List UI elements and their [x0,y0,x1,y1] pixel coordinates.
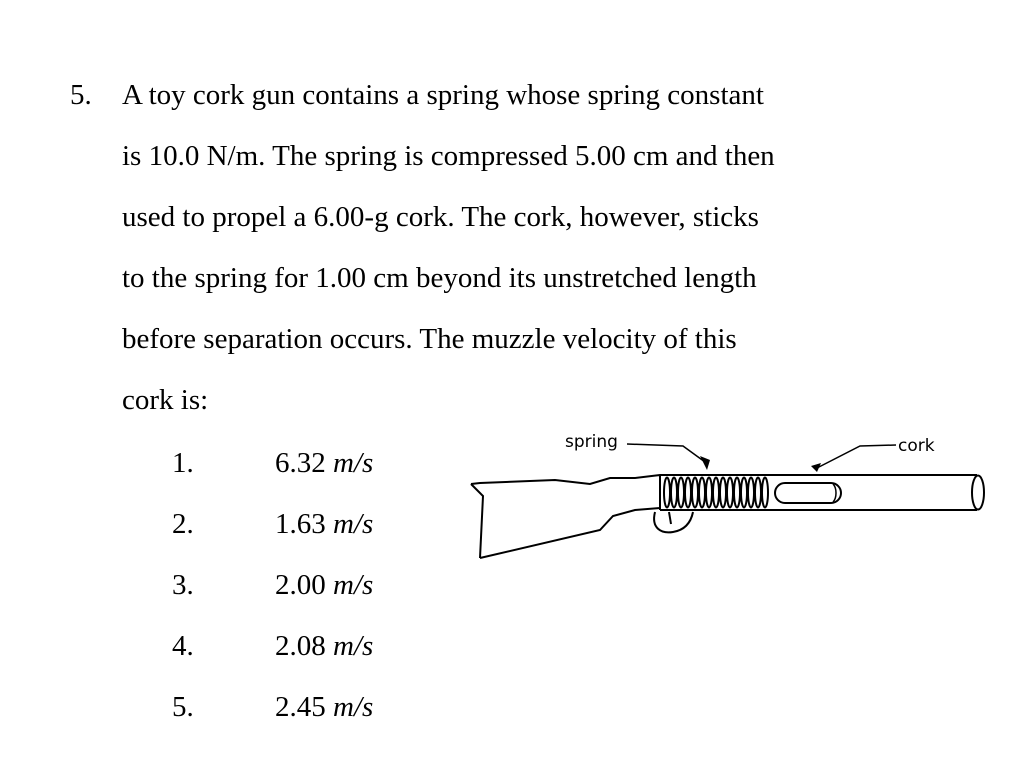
choice-unit: m/s [333,630,374,662]
question-text-line-6: cork is: [122,384,209,416]
choice-number: 1. [172,447,194,479]
question-text-line-5: before separation occurs. The muzzle velocity of this [122,323,737,355]
choice-unit: m/s [333,447,374,479]
barrel-muzzle [972,476,984,510]
choice-value: 2.08 [275,630,326,662]
choice-unit: m/s [333,508,374,540]
question-text-line-4: to the spring for 1.00 cm beyond its unstretched length [122,262,757,294]
question-text-line-3: used to propel a 6.00-g cork. The cork, however, sticks [122,201,759,233]
cork [775,483,841,503]
answer-choice-3[interactable] [0,567,420,603]
choice-number: 5. [172,691,194,723]
answer-choice-1[interactable] [0,445,420,481]
trigger [669,512,671,524]
trigger-guard [654,512,693,532]
answer-choice-5[interactable] [0,689,420,725]
choice-value: 6.32 [275,447,326,479]
gun-stock [471,475,977,558]
choice-number: 4. [172,630,194,662]
choice-unit: m/s [333,569,374,601]
spring-label: spring [565,432,618,452]
cork-gun-figure [455,420,1000,580]
spring-arrowhead [700,456,710,470]
answer-choice-4[interactable] [0,628,420,664]
choice-number: 3. [172,569,194,601]
spring-coils [664,478,768,508]
choice-value: 2.45 [275,691,326,723]
choice-value: 1.63 [275,508,326,540]
cork-label: cork [898,436,935,456]
question-text-line-1: A toy cork gun contains a spring whose spring constant [122,79,764,111]
answer-choice-2[interactable] [0,506,420,542]
choice-number: 2. [172,508,194,540]
choice-value: 2.00 [275,569,326,601]
cork-leader-line [817,445,896,468]
question-number: 5. [70,79,92,111]
choice-unit: m/s [333,691,374,723]
question-text-line-2: is 10.0 N/m. The spring is compressed 5.00 cm and then [122,140,775,172]
spring-leader-line [627,444,705,462]
